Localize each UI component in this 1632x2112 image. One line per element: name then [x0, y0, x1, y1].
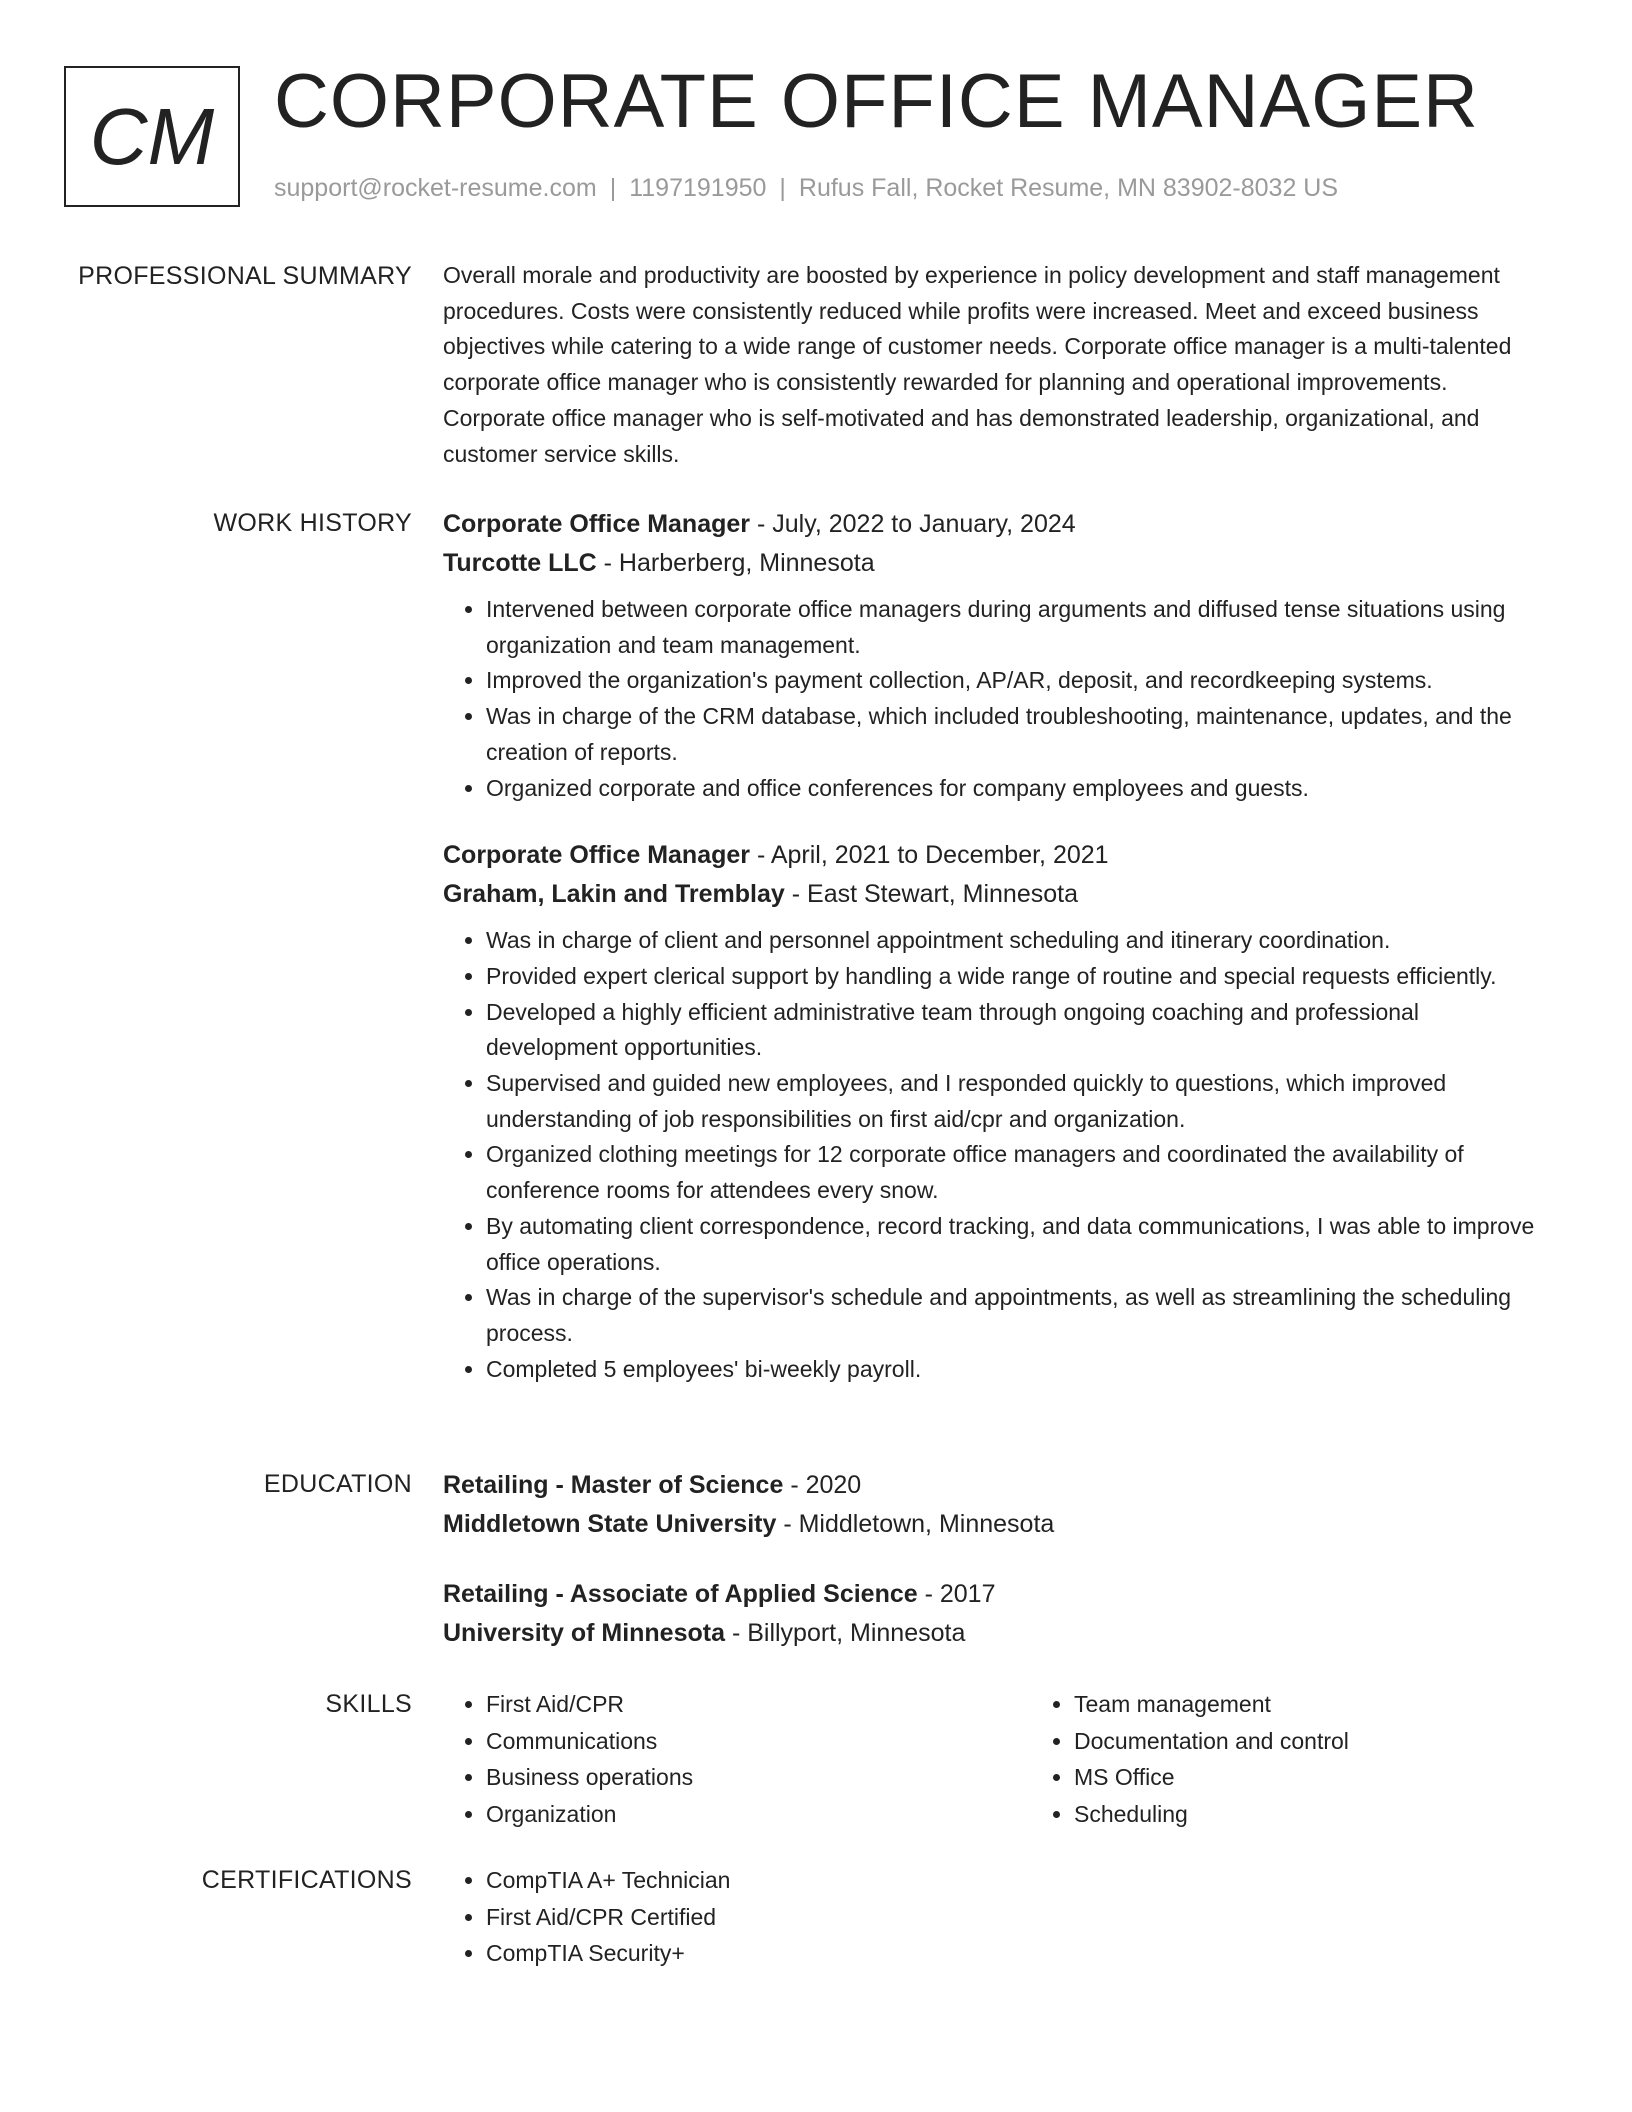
list-item: • Completed 5 employees' bi-weekly payroll.	[486, 1352, 1548, 1388]
list-item: • Organization	[486, 1796, 1031, 1833]
list-item: • CompTIA Security+	[486, 1935, 730, 1972]
list-item: • CompTIA A+ Technician	[486, 1862, 730, 1899]
list-item: • Was in charge of the supervisor's schedule and appointments, as well as streamlining the scheduling process.	[486, 1280, 1548, 1351]
list-item: • Organized corporate and office conferences for company employees and guests.	[486, 771, 1548, 807]
list-item: • First Aid/CPR	[486, 1686, 1031, 1723]
section-title: SKILLS	[325, 1690, 412, 1718]
education-school-line	[443, 1614, 1548, 1653]
education-degree: Retailing - Master of Science	[443, 1471, 784, 1499]
job-role: Corporate Office Manager	[443, 841, 751, 870]
list-item: • Developed a highly efficient administrative team through ongoing coaching and professional development opportunities.	[486, 995, 1548, 1066]
job-title-line	[443, 505, 1548, 544]
list-item: • Improved the organization's payment collection, AP/AR, deposit, and recordkeeping systems.	[486, 663, 1548, 699]
section-title: PROFESSIONAL SUMMARY	[78, 262, 412, 290]
monogram-badge: CM	[64, 66, 240, 207]
job-role: Corporate Office Manager	[443, 510, 751, 538]
job-location: - Harberberg, Minnesota	[596, 549, 875, 577]
job-company-line	[443, 875, 1548, 914]
job-company: Turcotte LLC	[443, 549, 597, 577]
education-content	[443, 1466, 1548, 1683]
contact-separator: |	[779, 174, 786, 202]
education-school-line	[443, 1505, 1548, 1544]
education-degree-line	[443, 1575, 1548, 1614]
job-entry	[443, 836, 1548, 1387]
list-item: • Was in charge of the CRM database, which included troubleshooting, maintenance, updates, and the creation of reports.	[486, 699, 1548, 770]
education-year: - 2020	[783, 1471, 862, 1499]
list-item: • Documentation and control	[1074, 1723, 1349, 1760]
section-title: EDUCATION	[263, 1470, 412, 1498]
certifications-list	[443, 1862, 730, 1972]
section-title: WORK HISTORY	[213, 509, 412, 537]
job-company-line	[443, 544, 1548, 583]
contact-address: Rufus Fall, Rocket Resume, MN 83902-8032 US	[798, 174, 1339, 202]
section-title: CERTIFICATIONS	[201, 1866, 412, 1894]
education-location: - Billyport, Minnesota	[725, 1619, 966, 1647]
list-item: • Was in charge of client and personnel appointment scheduling and itinerary coordination.	[486, 923, 1548, 959]
job-title-line	[443, 836, 1548, 875]
education-entry	[443, 1575, 1548, 1653]
education-entry	[443, 1466, 1548, 1544]
list-item: • MS Office	[1074, 1759, 1349, 1796]
education-school: Middletown State University	[443, 1510, 777, 1538]
resume-name: CORPORATE OFFICE MANAGER	[274, 59, 1479, 144]
list-item: • First Aid/CPR Certified	[486, 1899, 730, 1936]
list-item: • Provided expert clerical support by handling a wide range of routine and special requests efficiently.	[486, 959, 1548, 995]
contact-phone: 1197191950	[629, 174, 767, 202]
list-item: • Business operations	[486, 1759, 1031, 1796]
education-degree-line	[443, 1466, 1548, 1505]
contact-email: support@rocket-resume.com	[274, 174, 597, 202]
job-bullets	[443, 592, 1548, 806]
contact-separator: |	[609, 174, 617, 202]
list-item: • Team management	[1074, 1686, 1349, 1723]
education-degree: Retailing - Associate of Applied Science	[443, 1580, 918, 1608]
work-history-content	[443, 505, 1548, 1417]
job-dates: - April, 2021 to December, 2021	[750, 841, 1109, 870]
skills-content	[443, 1686, 1548, 1832]
certifications-list-wrap	[443, 1862, 1548, 1972]
skills-column-1	[443, 1686, 1031, 1832]
job-company: Graham, Lakin and Tremblay	[443, 880, 785, 909]
job-entry	[443, 505, 1548, 806]
list-item: • Communications	[486, 1723, 1031, 1760]
list-item: • By automating client correspondence, record tracking, and data communications, I was able to improve office operations.	[486, 1209, 1548, 1280]
summary-text: Overall morale and productivity are boosted by experience in policy development and staff management procedures. Costs were consistently reduced while profits were increased. Meet and exceed business objectives while catering to a wide range of customer needs. Corporate office manager is a multi-talented corporate office manager who is consistently rewarded for planning and operational improvements. Corporate office manager who is self-motivated and has demonstrated leadership, organizational, and customer service skills.	[443, 262, 1512, 467]
contact-line	[274, 174, 1338, 203]
education-school: University of Minnesota	[443, 1619, 725, 1647]
job-bullets	[443, 923, 1548, 1387]
list-item: • Scheduling	[1074, 1796, 1349, 1833]
list-item: • Organized clothing meetings for 12 corporate office managers and coordinated the availability of conference rooms for attendees every snow.	[486, 1137, 1548, 1208]
list-item: • Supervised and guided new employees, and I responded quickly to questions, which improved understanding of job responsibilities on first aid/cpr and organization.	[486, 1066, 1548, 1137]
education-location: - Middletown, Minnesota	[776, 1510, 1055, 1538]
skills-grid	[443, 1686, 1548, 1832]
job-location: - East Stewart, Minnesota	[784, 880, 1078, 909]
job-dates: - July, 2022 to January, 2024	[750, 510, 1076, 538]
education-year: - 2017	[917, 1580, 996, 1608]
certifications-content	[443, 1862, 1548, 1972]
skills-column-2	[1031, 1686, 1349, 1832]
list-item: • Intervened between corporate office managers during arguments and diffused tense situations using organization and team management.	[486, 592, 1548, 663]
